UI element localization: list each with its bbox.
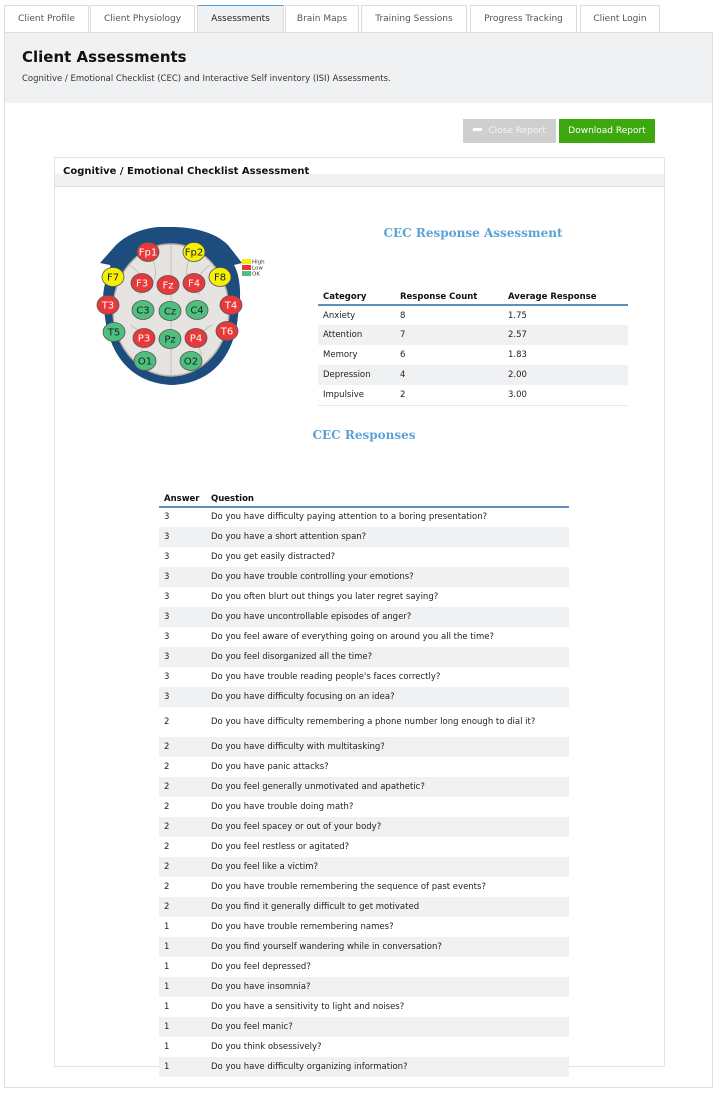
response-row (159, 737, 569, 757)
electrode-c4 (186, 301, 208, 320)
electrode-fp2 (183, 243, 205, 262)
response-count-cell: 2 (395, 385, 503, 405)
column-header-category: Category (318, 290, 395, 305)
response-row (159, 777, 569, 797)
category-cell: Anxiety (323, 310, 356, 321)
summary-title: CEC Response Assessment (383, 226, 563, 240)
question-cell: Do you feel like a victim? (206, 857, 569, 877)
question-cell: Do you have trouble remembering the sequence of past events? (211, 881, 486, 892)
summary-header-row (318, 290, 628, 305)
response-row (159, 997, 569, 1017)
responses-title: CEC Responses (312, 428, 416, 442)
response-row (159, 817, 569, 837)
electrode-label: F3 (135, 278, 149, 290)
response-row (159, 937, 569, 957)
question-cell: Do you feel depressed? (211, 961, 311, 972)
electrode-label: Pz (164, 334, 176, 346)
electrode-label: F7 (106, 272, 120, 284)
answer-cell: 2 (164, 881, 170, 892)
page-header (5, 33, 712, 103)
electrode-t4 (220, 296, 242, 315)
response-row (159, 837, 569, 857)
close-report-button[interactable] (463, 119, 556, 143)
question-cell: Do you feel spacey or out of your body? (206, 817, 569, 837)
electrode-label: C4 (190, 305, 204, 317)
question-cell: Do you often blurt out things you later regret saying? (211, 591, 439, 602)
electrode-label: P4 (189, 333, 203, 345)
response-count-cell: 7 (395, 325, 503, 345)
legend-label: Low (252, 265, 263, 272)
download-report-button[interactable]: Download Report (559, 119, 655, 143)
tab-brain-maps[interactable]: Brain Maps (285, 5, 359, 32)
response-count-cell: 6 (400, 350, 406, 360)
response-row (159, 687, 569, 707)
response-row (159, 1017, 569, 1037)
answer-cell: 3 (159, 647, 206, 667)
brain-map-image (90, 225, 290, 390)
answer-cell: 3 (159, 687, 206, 707)
answer-cell: 3 (164, 512, 170, 522)
responses-table (159, 492, 569, 1077)
column-header-response-count: Response Count (395, 290, 503, 305)
column-header-average-response: Average Response (503, 290, 628, 305)
panel-header (55, 158, 664, 187)
legend-swatch-low (242, 265, 251, 270)
question-cell: Do you have difficulty paying attention to a boring presentation? (211, 512, 488, 522)
answer-cell: 1 (159, 1057, 206, 1077)
question-cell: Do you have trouble controlling your emotions? (206, 567, 569, 587)
question-cell: Do you find it generally difficult to get motivated (206, 897, 569, 917)
question-cell: Do you get easily distracted? (211, 551, 336, 562)
answer-cell: 3 (164, 671, 170, 682)
summary-row (318, 385, 628, 405)
electrode-label: Cz (163, 306, 177, 318)
question-cell: Do you find yourself wandering while in conversation? (206, 937, 569, 957)
question-cell: Do you have insomnia? (206, 977, 569, 997)
answer-cell: 3 (159, 607, 206, 627)
tab-client-profile[interactable]: Client Profile (4, 5, 89, 32)
response-row (159, 567, 569, 587)
page-title: Client Assessments (22, 48, 187, 66)
answer-cell: 3 (159, 567, 206, 587)
question-cell: Do you have a short attention span? (206, 527, 569, 547)
question-cell: Do you have a sensitivity to light and noises? (211, 1001, 405, 1012)
legend-label: High (252, 259, 265, 266)
tab-training-sessions[interactable]: Training Sessions (361, 5, 467, 32)
responses-header-row (159, 492, 569, 507)
answer-cell: 2 (159, 817, 206, 837)
question-cell: Do you have uncontrollable episodes of anger? (206, 607, 569, 627)
electrode-label: T6 (220, 326, 234, 338)
question-cell: Do you feel manic? (206, 1017, 569, 1037)
response-row (159, 757, 569, 777)
legend-swatch-ok (242, 271, 251, 276)
response-row (159, 1057, 569, 1077)
response-row (159, 647, 569, 667)
response-row (159, 1037, 569, 1057)
response-row (159, 667, 569, 687)
question-cell: Do you have panic attacks? (211, 761, 329, 772)
question-cell: Do you have trouble remembering names? (211, 921, 394, 932)
summary-row (318, 305, 628, 325)
summary-table (318, 290, 628, 406)
answer-cell: 1 (159, 937, 206, 957)
cec-assessment-panel (54, 157, 665, 1072)
electrode-f4 (183, 274, 205, 293)
electrode-label: C3 (136, 305, 150, 317)
electrode-t6 (216, 322, 238, 341)
category-cell: Depression (318, 365, 395, 385)
electrode-label: F4 (187, 278, 201, 290)
answer-cell: 2 (164, 841, 170, 852)
electrode-label: Fp2 (184, 247, 204, 259)
answer-cell: 1 (159, 1017, 206, 1037)
answer-cell: 1 (164, 921, 170, 932)
tab-assessments[interactable]: Assessments (197, 5, 284, 33)
tab-content (4, 32, 713, 1088)
average-response-cell: 1.83 (508, 350, 527, 360)
response-row (159, 527, 569, 547)
response-row (159, 857, 569, 877)
answer-cell: 2 (159, 857, 206, 877)
response-row (159, 877, 569, 897)
minus-icon (473, 128, 482, 131)
answer-cell: 1 (164, 1041, 170, 1052)
average-response-cell: 3.00 (503, 385, 628, 405)
response-row (159, 587, 569, 607)
electrode-label: F8 (213, 272, 227, 284)
panel-title: Cognitive / Emotional Checklist Assessment (63, 166, 310, 177)
response-row (159, 897, 569, 917)
question-cell: Do you feel generally unmotivated and apathetic? (206, 777, 569, 797)
response-row (159, 797, 569, 817)
electrode-f7 (102, 268, 124, 287)
question-cell: Do you think obsessively? (211, 1041, 322, 1052)
answer-cell: 2 (164, 761, 170, 772)
answer-cell: 2 (159, 777, 206, 797)
tab-client-login[interactable]: Client Login (580, 5, 660, 32)
question-cell: Do you have trouble reading people's faces correctly? (211, 671, 441, 682)
response-row (159, 607, 569, 627)
answer-cell: 2 (159, 737, 206, 757)
answer-cell: 1 (164, 961, 170, 972)
summary-row (318, 345, 628, 365)
answer-cell: 3 (164, 551, 170, 562)
response-row (159, 957, 569, 977)
summary-row (318, 365, 628, 385)
electrode-t5 (103, 323, 125, 342)
answer-cell: 2 (164, 801, 170, 812)
electrode-label: O2 (183, 356, 199, 368)
page-subtitle: Cognitive / Emotional Checklist (CEC) and Interactive Self inventory (ISI) Assessments. (22, 74, 391, 84)
question-cell: Do you feel restless or agitated? (211, 841, 350, 852)
question-cell: Do you have trouble doing math? (211, 801, 354, 812)
answer-cell: 1 (164, 1001, 170, 1012)
answer-cell: 3 (164, 631, 170, 642)
category-cell: Attention (318, 325, 395, 345)
electrode-fp1 (137, 243, 159, 262)
electrode-label: T3 (101, 300, 115, 312)
question-cell: Do you feel disorganized all the time? (206, 647, 569, 667)
answer-cell: 3 (164, 591, 170, 602)
electrode-t3 (97, 296, 119, 315)
response-count-cell: 4 (395, 365, 503, 385)
question-cell: Do you have difficulty remembering a phone number long enough to dial it? (211, 716, 536, 727)
electrode-o2 (180, 352, 202, 371)
brain-map-legend (242, 259, 265, 278)
average-response-cell: 2.00 (503, 365, 628, 385)
response-row (159, 977, 569, 997)
electrode-pz (159, 330, 181, 349)
answer-cell: 2 (164, 716, 170, 727)
close-report-label: Close Report (488, 126, 546, 136)
column-header-answer: Answer (159, 492, 206, 507)
response-count-cell: 8 (400, 310, 406, 321)
category-cell: Impulsive (318, 385, 395, 405)
electrode-label: O1 (137, 356, 153, 368)
legend-swatch-high (242, 259, 251, 264)
electrode-c3 (132, 301, 154, 320)
response-row (159, 627, 569, 647)
answer-cell: 3 (159, 527, 206, 547)
response-row (159, 917, 569, 937)
category-cell: Memory (323, 350, 358, 360)
electrode-label: Fp1 (138, 247, 158, 259)
electrode-label: Fz (162, 280, 174, 292)
average-response-cell: 1.75 (508, 310, 527, 321)
question-cell: Do you have difficulty organizing information? (206, 1057, 569, 1077)
average-response-cell: 2.57 (503, 325, 628, 345)
column-header-question: Question (206, 492, 569, 507)
electrode-cz (159, 302, 181, 321)
answer-cell: 2 (159, 897, 206, 917)
response-row (159, 507, 569, 527)
tab-progress-tracking[interactable]: Progress Tracking (470, 5, 577, 32)
electrode-f8 (209, 268, 231, 287)
electrode-label: T4 (224, 300, 238, 312)
electrode-fz (157, 276, 179, 295)
electrode-f3 (131, 274, 153, 293)
question-cell: Do you feel aware of everything going on around you all the time? (211, 631, 495, 642)
electrode-p4 (185, 329, 207, 348)
legend-label: OK (252, 271, 260, 278)
summary-row (318, 325, 628, 345)
response-row (159, 707, 569, 737)
tab-client-physiology[interactable]: Client Physiology (90, 5, 195, 32)
electrode-p3 (133, 329, 155, 348)
electrode-o1 (134, 352, 156, 371)
electrode-label: P3 (137, 333, 151, 345)
question-cell: Do you have difficulty focusing on an idea? (206, 687, 569, 707)
question-cell: Do you have difficulty with multitasking? (206, 737, 569, 757)
electrode-label: T5 (107, 327, 121, 339)
response-row (159, 547, 569, 567)
answer-cell: 1 (159, 977, 206, 997)
